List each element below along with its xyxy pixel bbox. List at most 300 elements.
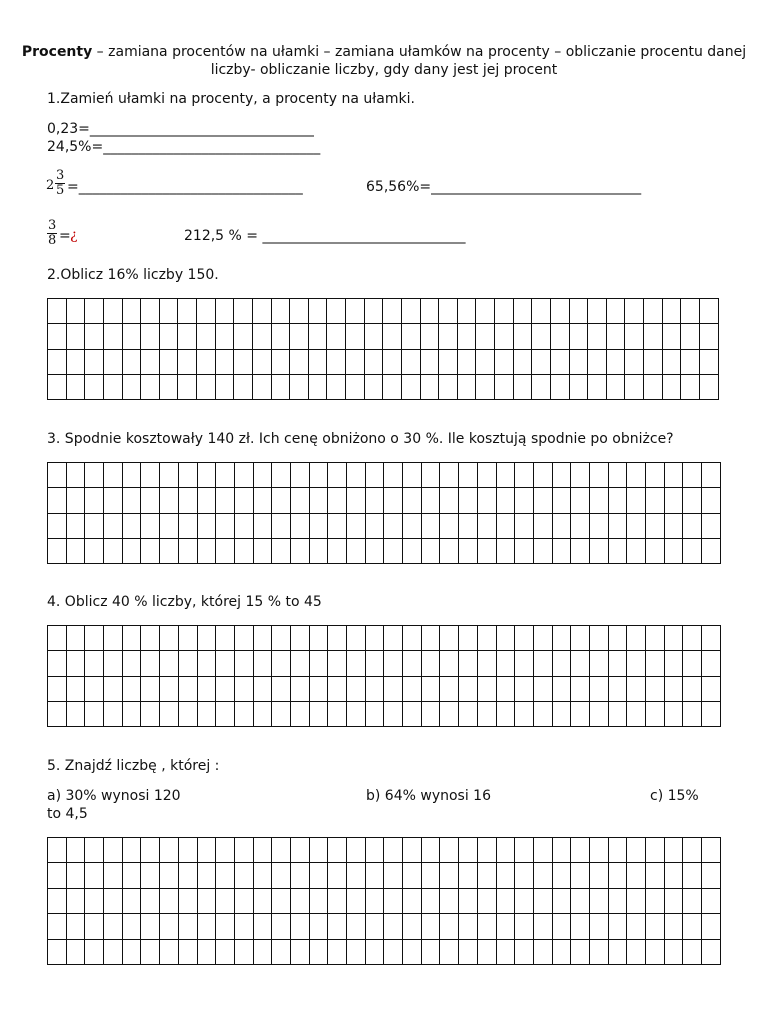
grid-cell[interactable] [403, 939, 422, 964]
grid-cell[interactable] [384, 888, 403, 913]
grid-cell[interactable] [197, 676, 216, 701]
grid-cell[interactable] [552, 651, 571, 676]
grid-cell[interactable] [646, 863, 665, 888]
grid-cell[interactable] [627, 939, 646, 964]
grid-cell[interactable] [141, 701, 160, 726]
grid-cell[interactable] [290, 888, 309, 913]
grid-cell[interactable] [683, 513, 702, 538]
grid-cell[interactable] [365, 626, 384, 651]
grid-cell[interactable] [253, 701, 272, 726]
grid-cell[interactable] [85, 299, 104, 324]
grid-cell[interactable] [328, 513, 347, 538]
grid-cell[interactable] [699, 349, 718, 374]
grid-cell[interactable] [48, 939, 67, 964]
grid-cell[interactable] [328, 863, 347, 888]
grid-cell[interactable] [496, 701, 515, 726]
grid-cell[interactable] [664, 676, 683, 701]
grid-cell[interactable] [588, 349, 607, 374]
grid-cell[interactable] [272, 888, 291, 913]
grid-cell[interactable] [178, 651, 197, 676]
grid-cell[interactable] [327, 324, 346, 349]
grid-cell[interactable] [627, 626, 646, 651]
grid-cell[interactable] [290, 626, 309, 651]
grid-cell[interactable] [664, 651, 683, 676]
grid-cell[interactable] [347, 513, 366, 538]
grid-cell[interactable] [552, 676, 571, 701]
grid-cell[interactable] [252, 324, 271, 349]
grid-cell[interactable] [160, 626, 179, 651]
grid-cell[interactable] [122, 538, 141, 563]
grid-cell[interactable] [683, 914, 702, 939]
grid-cell[interactable] [459, 513, 478, 538]
grid-cell[interactable] [365, 538, 384, 563]
grid-cell[interactable] [384, 538, 403, 563]
grid-cell[interactable] [588, 299, 607, 324]
grid-cell[interactable] [496, 488, 515, 513]
grid-cell[interactable] [496, 914, 515, 939]
grid-cell[interactable] [625, 349, 644, 374]
grid-cell[interactable] [608, 863, 627, 888]
grid-cell[interactable] [66, 538, 85, 563]
grid-cell[interactable] [702, 626, 721, 651]
grid-cell[interactable] [364, 374, 383, 399]
grid-cell[interactable] [552, 513, 571, 538]
grid-cell[interactable] [66, 939, 85, 964]
grid-cell[interactable] [178, 939, 197, 964]
grid-cell[interactable] [328, 888, 347, 913]
grid-cell[interactable] [383, 374, 402, 399]
grid-cell[interactable] [571, 538, 590, 563]
grid-cell[interactable] [421, 626, 440, 651]
grid-cell[interactable] [159, 324, 178, 349]
grid-cell[interactable] [48, 838, 67, 863]
grid-cell[interactable] [662, 349, 681, 374]
grid-cell[interactable] [141, 939, 160, 964]
grid-cell[interactable] [178, 488, 197, 513]
grid-cell[interactable] [178, 324, 197, 349]
grid-cell[interactable] [271, 349, 290, 374]
grid-cell[interactable] [532, 324, 551, 349]
grid-cell[interactable] [215, 374, 234, 399]
grid-cell[interactable] [421, 888, 440, 913]
grid-cell[interactable] [533, 914, 552, 939]
grid-cell[interactable] [104, 538, 123, 563]
grid-cell[interactable] [646, 701, 665, 726]
grid-cell[interactable] [122, 626, 141, 651]
grid-cell[interactable] [178, 626, 197, 651]
task4-answer-grid[interactable] [47, 625, 721, 727]
grid-cell[interactable] [234, 939, 253, 964]
grid-cell[interactable] [401, 299, 420, 324]
grid-cell[interactable] [253, 513, 272, 538]
grid-cell[interactable] [347, 914, 366, 939]
grid-cell[interactable] [421, 701, 440, 726]
grid-cell[interactable] [160, 863, 179, 888]
grid-cell[interactable] [496, 538, 515, 563]
grid-cell[interactable] [627, 863, 646, 888]
grid-cell[interactable] [664, 538, 683, 563]
grid-cell[interactable] [589, 488, 608, 513]
grid-cell[interactable] [234, 888, 253, 913]
grid-cell[interactable] [420, 374, 439, 399]
grid-cell[interactable] [346, 299, 365, 324]
grid-cell[interactable] [85, 538, 104, 563]
grid-cell[interactable] [646, 914, 665, 939]
grid-cell[interactable] [48, 626, 67, 651]
grid-cell[interactable] [178, 701, 197, 726]
grid-cell[interactable] [440, 488, 459, 513]
grid-cell[interactable] [122, 701, 141, 726]
grid-cell[interactable] [347, 463, 366, 488]
grid-cell[interactable] [290, 538, 309, 563]
grid-cell[interactable] [569, 349, 588, 374]
grid-cell[interactable] [365, 701, 384, 726]
grid-cell[interactable] [216, 538, 235, 563]
grid-cell[interactable] [702, 863, 721, 888]
grid-cell[interactable] [664, 626, 683, 651]
grid-cell[interactable] [608, 701, 627, 726]
grid-cell[interactable] [234, 538, 253, 563]
grid-cell[interactable] [216, 463, 235, 488]
grid-cell[interactable] [216, 676, 235, 701]
grid-cell[interactable] [271, 374, 290, 399]
grid-cell[interactable] [178, 349, 197, 374]
grid-cell[interactable] [552, 939, 571, 964]
grid-cell[interactable] [347, 838, 366, 863]
grid-cell[interactable] [290, 701, 309, 726]
grid-cell[interactable] [459, 488, 478, 513]
grid-cell[interactable] [122, 838, 141, 863]
grid-cell[interactable] [141, 914, 160, 939]
grid-cell[interactable] [589, 463, 608, 488]
grid-cell[interactable] [571, 701, 590, 726]
grid-cell[interactable] [459, 701, 478, 726]
grid-cell[interactable] [48, 488, 67, 513]
grid-cell[interactable] [197, 538, 216, 563]
grid-cell[interactable] [608, 488, 627, 513]
grid-cell[interactable] [589, 939, 608, 964]
grid-cell[interactable] [571, 626, 590, 651]
grid-cell[interactable] [439, 299, 458, 324]
grid-cell[interactable] [495, 374, 514, 399]
grid-cell[interactable] [252, 299, 271, 324]
grid-cell[interactable] [272, 463, 291, 488]
grid-cell[interactable] [532, 299, 551, 324]
grid-cell[interactable] [272, 626, 291, 651]
grid-cell[interactable] [347, 701, 366, 726]
grid-cell[interactable] [234, 349, 253, 374]
grid-cell[interactable] [403, 651, 422, 676]
grid-cell[interactable] [533, 888, 552, 913]
grid-cell[interactable] [646, 676, 665, 701]
grid-cell[interactable] [384, 488, 403, 513]
grid-cell[interactable] [589, 676, 608, 701]
grid-cell[interactable] [683, 626, 702, 651]
grid-cell[interactable] [403, 513, 422, 538]
grid-cell[interactable] [364, 324, 383, 349]
grid-cell[interactable] [85, 888, 104, 913]
grid-cell[interactable] [290, 299, 309, 324]
grid-cell[interactable] [699, 324, 718, 349]
grid-cell[interactable] [401, 349, 420, 374]
grid-cell[interactable] [48, 374, 67, 399]
grid-cell[interactable] [272, 914, 291, 939]
grid-cell[interactable] [122, 324, 141, 349]
grid-cell[interactable] [290, 914, 309, 939]
grid-cell[interactable] [197, 513, 216, 538]
grid-cell[interactable] [439, 324, 458, 349]
grid-cell[interactable] [384, 701, 403, 726]
grid-cell[interactable] [271, 299, 290, 324]
grid-cell[interactable] [216, 863, 235, 888]
grid-cell[interactable] [104, 676, 123, 701]
grid-cell[interactable] [550, 349, 569, 374]
grid-cell[interactable] [141, 463, 160, 488]
grid-cell[interactable] [365, 463, 384, 488]
grid-cell[interactable] [309, 914, 328, 939]
grid-cell[interactable] [66, 324, 85, 349]
grid-cell[interactable] [384, 939, 403, 964]
grid-cell[interactable] [608, 939, 627, 964]
grid-cell[interactable] [253, 863, 272, 888]
grid-cell[interactable] [664, 513, 683, 538]
grid-cell[interactable] [141, 513, 160, 538]
grid-cell[interactable] [533, 701, 552, 726]
grid-cell[interactable] [421, 538, 440, 563]
grid-cell[interactable] [550, 374, 569, 399]
grid-cell[interactable] [197, 324, 216, 349]
grid-cell[interactable] [346, 374, 365, 399]
grid-cell[interactable] [477, 651, 496, 676]
grid-cell[interactable] [141, 838, 160, 863]
grid-cell[interactable] [365, 939, 384, 964]
grid-cell[interactable] [85, 626, 104, 651]
grid-cell[interactable] [309, 863, 328, 888]
grid-cell[interactable] [197, 463, 216, 488]
grid-cell[interactable] [160, 838, 179, 863]
grid-cell[interactable] [421, 513, 440, 538]
grid-cell[interactable] [216, 488, 235, 513]
task3-answer-grid[interactable] [47, 462, 721, 564]
grid-cell[interactable] [571, 513, 590, 538]
grid-cell[interactable] [608, 651, 627, 676]
grid-cell[interactable] [662, 374, 681, 399]
grid-cell[interactable] [550, 324, 569, 349]
grid-cell[interactable] [477, 914, 496, 939]
grid-cell[interactable] [66, 863, 85, 888]
grid-cell[interactable] [215, 324, 234, 349]
grid-cell[interactable] [66, 463, 85, 488]
grid-cell[interactable] [457, 374, 476, 399]
grid-cell[interactable] [683, 939, 702, 964]
grid-cell[interactable] [252, 349, 271, 374]
grid-cell[interactable] [664, 838, 683, 863]
grid-cell[interactable] [571, 488, 590, 513]
grid-cell[interactable] [627, 463, 646, 488]
grid-cell[interactable] [403, 676, 422, 701]
grid-cell[interactable] [533, 513, 552, 538]
grid-cell[interactable] [702, 676, 721, 701]
grid-cell[interactable] [702, 838, 721, 863]
grid-cell[interactable] [160, 939, 179, 964]
grid-cell[interactable] [48, 701, 67, 726]
grid-cell[interactable] [477, 538, 496, 563]
grid-cell[interactable] [625, 299, 644, 324]
grid-cell[interactable] [122, 888, 141, 913]
grid-cell[interactable] [347, 676, 366, 701]
grid-cell[interactable] [383, 349, 402, 374]
grid-cell[interactable] [608, 513, 627, 538]
grid-cell[interactable] [533, 488, 552, 513]
grid-cell[interactable] [477, 888, 496, 913]
grid-cell[interactable] [589, 914, 608, 939]
grid-cell[interactable] [122, 488, 141, 513]
grid-cell[interactable] [160, 701, 179, 726]
grid-cell[interactable] [440, 939, 459, 964]
grid-cell[interactable] [215, 299, 234, 324]
grid-cell[interactable] [644, 324, 663, 349]
grid-cell[interactable] [533, 939, 552, 964]
grid-cell[interactable] [85, 838, 104, 863]
grid-cell[interactable] [216, 838, 235, 863]
grid-cell[interactable] [346, 349, 365, 374]
grid-cell[interactable] [646, 463, 665, 488]
grid-cell[interactable] [662, 324, 681, 349]
grid-cell[interactable] [104, 888, 123, 913]
grid-cell[interactable] [515, 701, 534, 726]
grid-cell[interactable] [403, 863, 422, 888]
grid-cell[interactable] [477, 701, 496, 726]
grid-cell[interactable] [48, 888, 67, 913]
grid-cell[interactable] [440, 863, 459, 888]
grid-cell[interactable] [440, 838, 459, 863]
grid-cell[interactable] [552, 538, 571, 563]
grid-cell[interactable] [252, 374, 271, 399]
grid-cell[interactable] [347, 888, 366, 913]
grid-cell[interactable] [440, 888, 459, 913]
grid-cell[interactable] [66, 513, 85, 538]
grid-cell[interactable] [477, 939, 496, 964]
grid-cell[interactable] [664, 863, 683, 888]
grid-cell[interactable] [403, 888, 422, 913]
grid-cell[interactable] [589, 651, 608, 676]
grid-cell[interactable] [104, 863, 123, 888]
grid-cell[interactable] [646, 888, 665, 913]
grid-cell[interactable] [515, 863, 534, 888]
grid-cell[interactable] [308, 299, 327, 324]
grid-cell[interactable] [327, 349, 346, 374]
grid-cell[interactable] [515, 676, 534, 701]
grid-cell[interactable] [159, 299, 178, 324]
grid-cell[interactable] [272, 651, 291, 676]
grid-cell[interactable] [253, 651, 272, 676]
grid-cell[interactable] [403, 488, 422, 513]
grid-cell[interactable] [234, 863, 253, 888]
grid-cell[interactable] [66, 651, 85, 676]
grid-cell[interactable] [197, 349, 216, 374]
grid-cell[interactable] [702, 939, 721, 964]
grid-cell[interactable] [496, 676, 515, 701]
grid-cell[interactable] [85, 914, 104, 939]
grid-cell[interactable] [234, 701, 253, 726]
grid-cell[interactable] [384, 626, 403, 651]
grid-cell[interactable] [496, 626, 515, 651]
grid-cell[interactable] [421, 676, 440, 701]
grid-cell[interactable] [459, 863, 478, 888]
grid-cell[interactable] [178, 863, 197, 888]
grid-cell[interactable] [552, 863, 571, 888]
grid-cell[interactable] [606, 324, 625, 349]
grid-cell[interactable] [420, 324, 439, 349]
grid-cell[interactable] [384, 914, 403, 939]
grid-cell[interactable] [160, 651, 179, 676]
grid-cell[interactable] [272, 939, 291, 964]
grid-cell[interactable] [496, 939, 515, 964]
grid-cell[interactable] [104, 701, 123, 726]
grid-cell[interactable] [66, 701, 85, 726]
grid-cell[interactable] [683, 463, 702, 488]
grid-cell[interactable] [365, 676, 384, 701]
grid-cell[interactable] [272, 863, 291, 888]
grid-cell[interactable] [159, 349, 178, 374]
grid-cell[interactable] [533, 651, 552, 676]
grid-cell[interactable] [66, 626, 85, 651]
grid-cell[interactable] [457, 324, 476, 349]
grid-cell[interactable] [496, 888, 515, 913]
grid-cell[interactable] [646, 939, 665, 964]
grid-cell[interactable] [403, 463, 422, 488]
grid-cell[interactable] [103, 299, 122, 324]
grid-cell[interactable] [403, 838, 422, 863]
grid-cell[interactable] [197, 914, 216, 939]
grid-cell[interactable] [197, 299, 216, 324]
task2-answer-grid[interactable] [47, 298, 719, 400]
grid-cell[interactable] [141, 626, 160, 651]
grid-cell[interactable] [234, 463, 253, 488]
grid-cell[interactable] [683, 838, 702, 863]
grid-cell[interactable] [477, 488, 496, 513]
grid-cell[interactable] [552, 838, 571, 863]
grid-cell[interactable] [646, 651, 665, 676]
grid-cell[interactable] [328, 838, 347, 863]
grid-cell[interactable] [571, 863, 590, 888]
grid-cell[interactable] [533, 463, 552, 488]
grid-cell[interactable] [48, 513, 67, 538]
grid-cell[interactable] [85, 488, 104, 513]
grid-cell[interactable] [513, 349, 532, 374]
grid-cell[interactable] [309, 488, 328, 513]
grid-cell[interactable] [272, 701, 291, 726]
grid-cell[interactable] [459, 538, 478, 563]
grid-cell[interactable] [496, 863, 515, 888]
grid-cell[interactable] [48, 538, 67, 563]
grid-cell[interactable] [85, 863, 104, 888]
grid-cell[interactable] [85, 676, 104, 701]
grid-cell[interactable] [662, 299, 681, 324]
grid-cell[interactable] [683, 676, 702, 701]
grid-cell[interactable] [48, 914, 67, 939]
grid-cell[interactable] [66, 914, 85, 939]
grid-cell[interactable] [178, 914, 197, 939]
grid-cell[interactable] [178, 463, 197, 488]
grid-cell[interactable] [571, 838, 590, 863]
grid-cell[interactable] [440, 651, 459, 676]
grid-cell[interactable] [85, 939, 104, 964]
grid-cell[interactable] [459, 838, 478, 863]
grid-cell[interactable] [253, 838, 272, 863]
grid-cell[interactable] [122, 374, 141, 399]
grid-cell[interactable] [627, 701, 646, 726]
